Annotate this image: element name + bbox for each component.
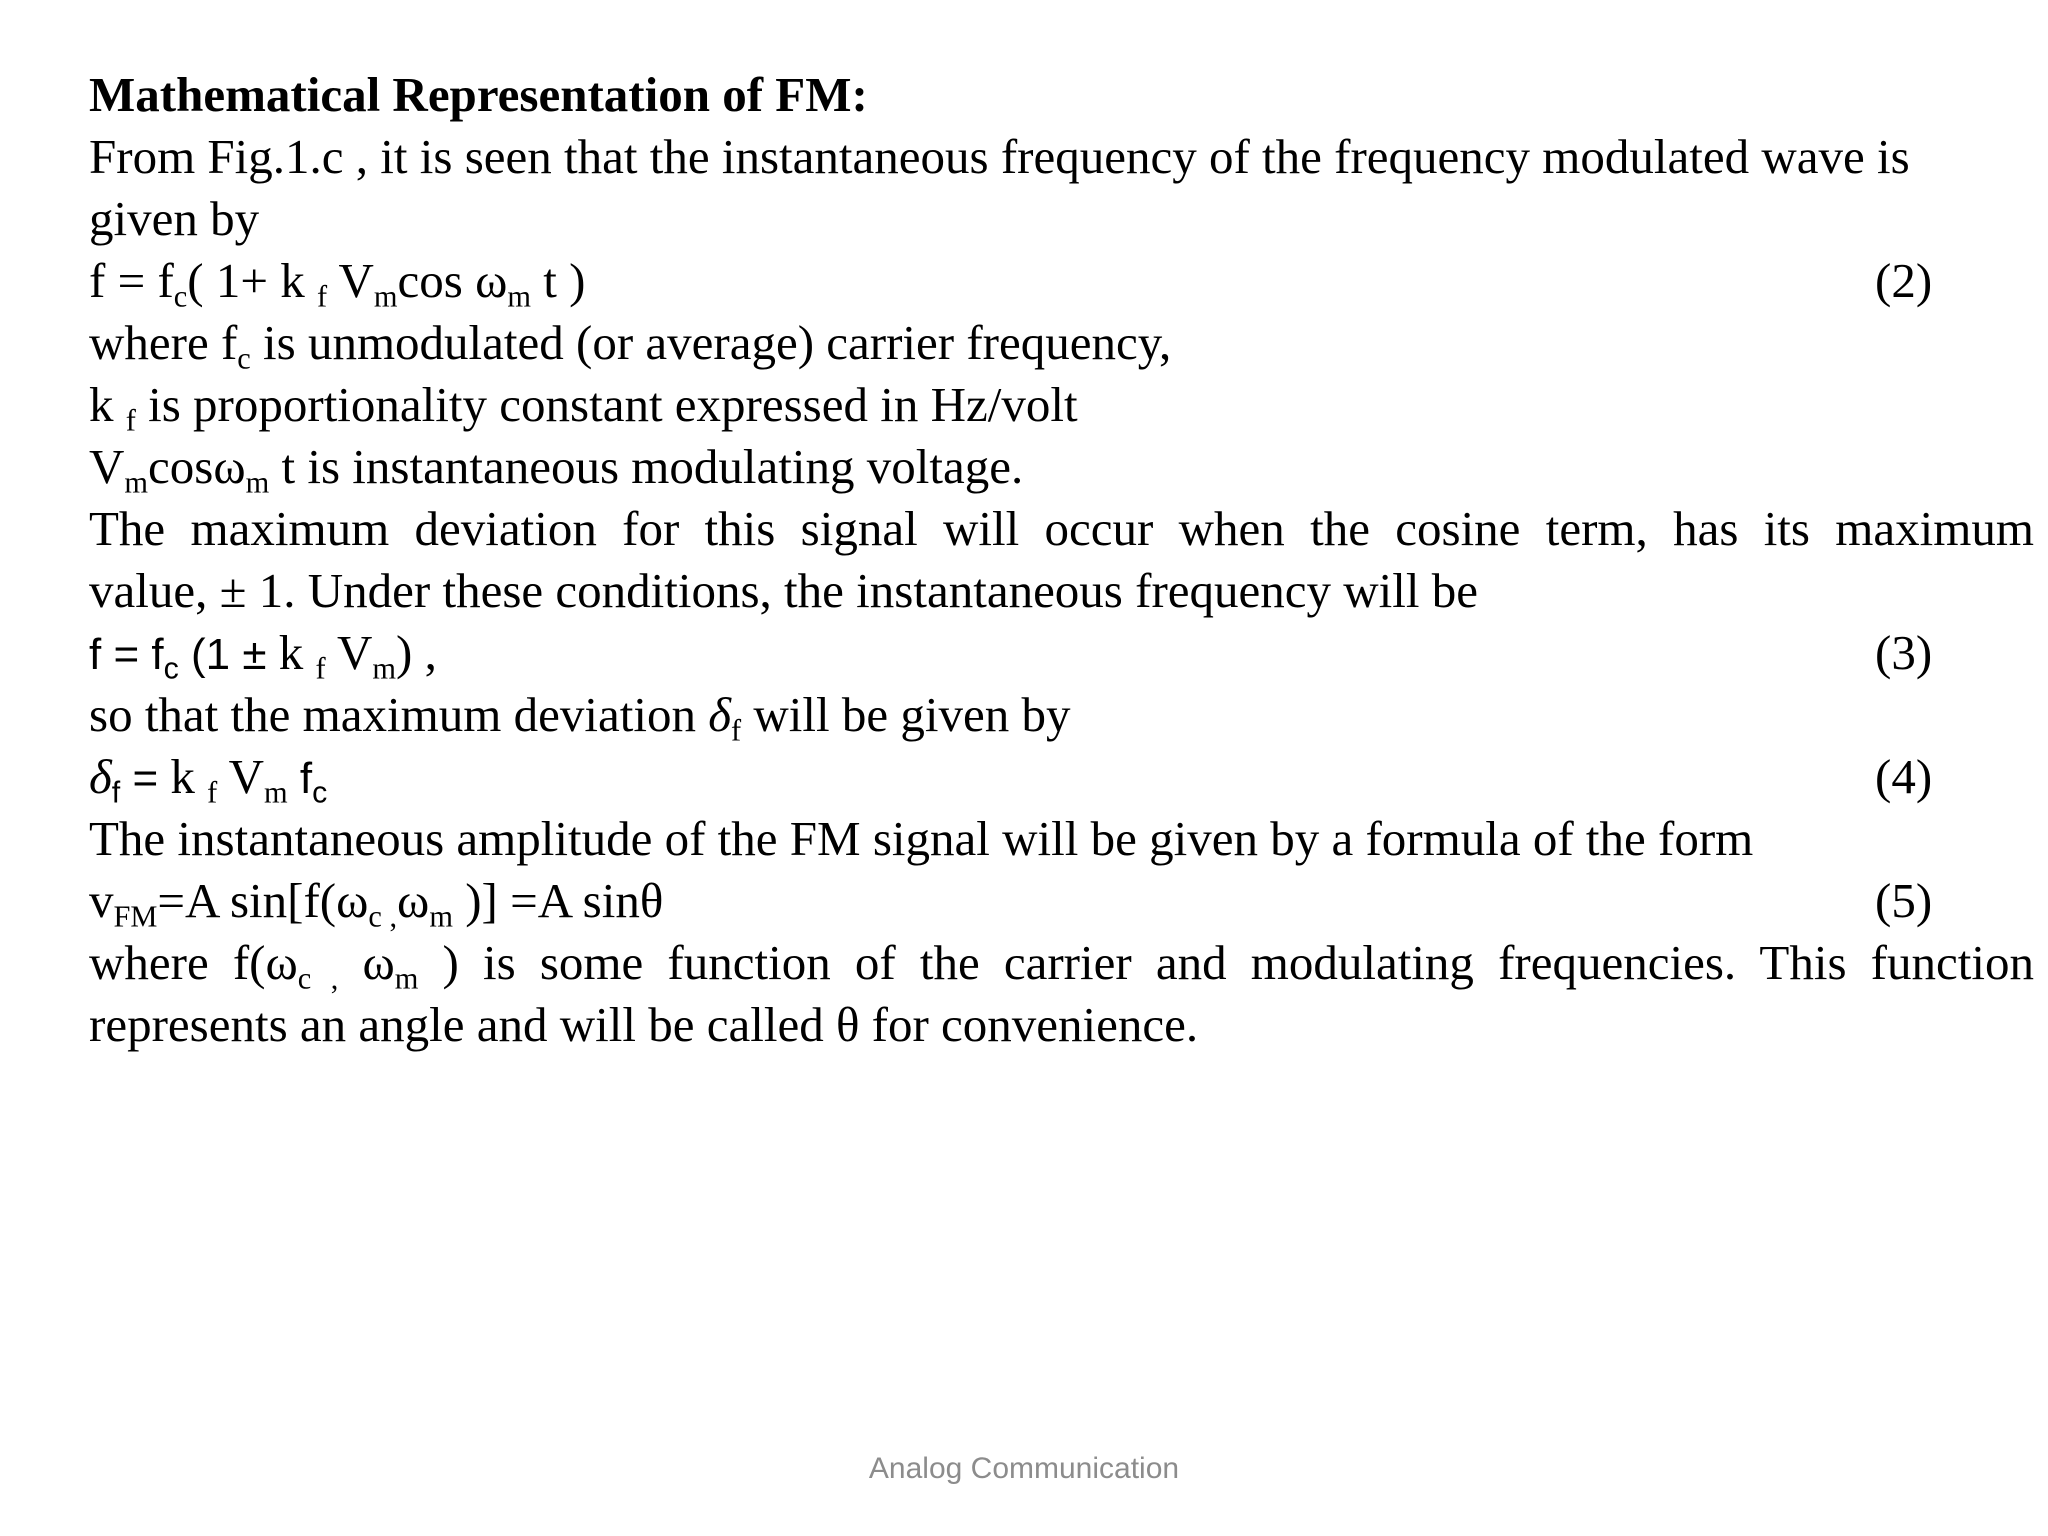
equation-number-3: (3) [1875, 625, 1933, 680]
closing-line-1: where $f(\omega_{c ,}$ $\omega_m$ ) is some function of the carrier and modulating frequencies. This function [89, 935, 2034, 996]
max-deviation-line-2: value, ± 1. Under these conditions, the instantaneous frequency will be [89, 563, 1478, 618]
instantaneous-amplitude-line: The instantaneous amplitude of the FM signal will be given by a formula of the form [89, 811, 1754, 866]
eq2-text: $f = f_c$( 1+ k $_f$ $V_m\cos$ $\omega_m$ t ) [89, 253, 586, 314]
equation-number-4: (4) [1875, 749, 1933, 804]
eq5-text: $v_{FM}=A$ $\sin[f(\omega_{c ,}\omega_m$ )] =A sinθ [89, 873, 664, 934]
equation-4 [89, 746, 2039, 810]
vm-line: $V_m\cos\omega_m$ t is instantaneous modulating voltage. [89, 439, 1024, 500]
so-that-line: so that the maximum deviation $\delta_f$ will be given by [89, 687, 1071, 748]
kf-line: k $_f$ is proportionality constant expressed in Hz/volt [89, 377, 1078, 438]
equation-2 [89, 250, 2039, 312]
max-deviation-line-1: The maximum deviation for this signal will occur when the cosine term, has its maximum [89, 501, 2034, 556]
page-title: Mathematical Representation of FM: [89, 67, 868, 122]
slide-footer: Analog Communication [868, 1452, 1180, 1485]
equation-5 [89, 870, 2039, 932]
eq3-text: $f = f_c$ (1 ± k $_f$ $V_m$) , [89, 625, 437, 686]
eq4-text: $\delta_f = k$ $_f$ $V_m$ $f_c$ [89, 749, 328, 810]
where-fc-line: where $f_c$ is unmodulated (or average) carrier frequency, [89, 315, 1172, 376]
closing-line-2: represents an angle and will be called θ for convenience. [89, 997, 1199, 1052]
intro-line-1: From Fig.1.c , it is seen that the instantaneous frequency of the frequency modulated wave is [89, 129, 1910, 184]
equation-number-5: (5) [1875, 873, 1933, 928]
intro-line-2: given by [89, 191, 260, 246]
equation-number-2: (2) [1875, 253, 1933, 308]
equation-3 [89, 622, 2039, 686]
